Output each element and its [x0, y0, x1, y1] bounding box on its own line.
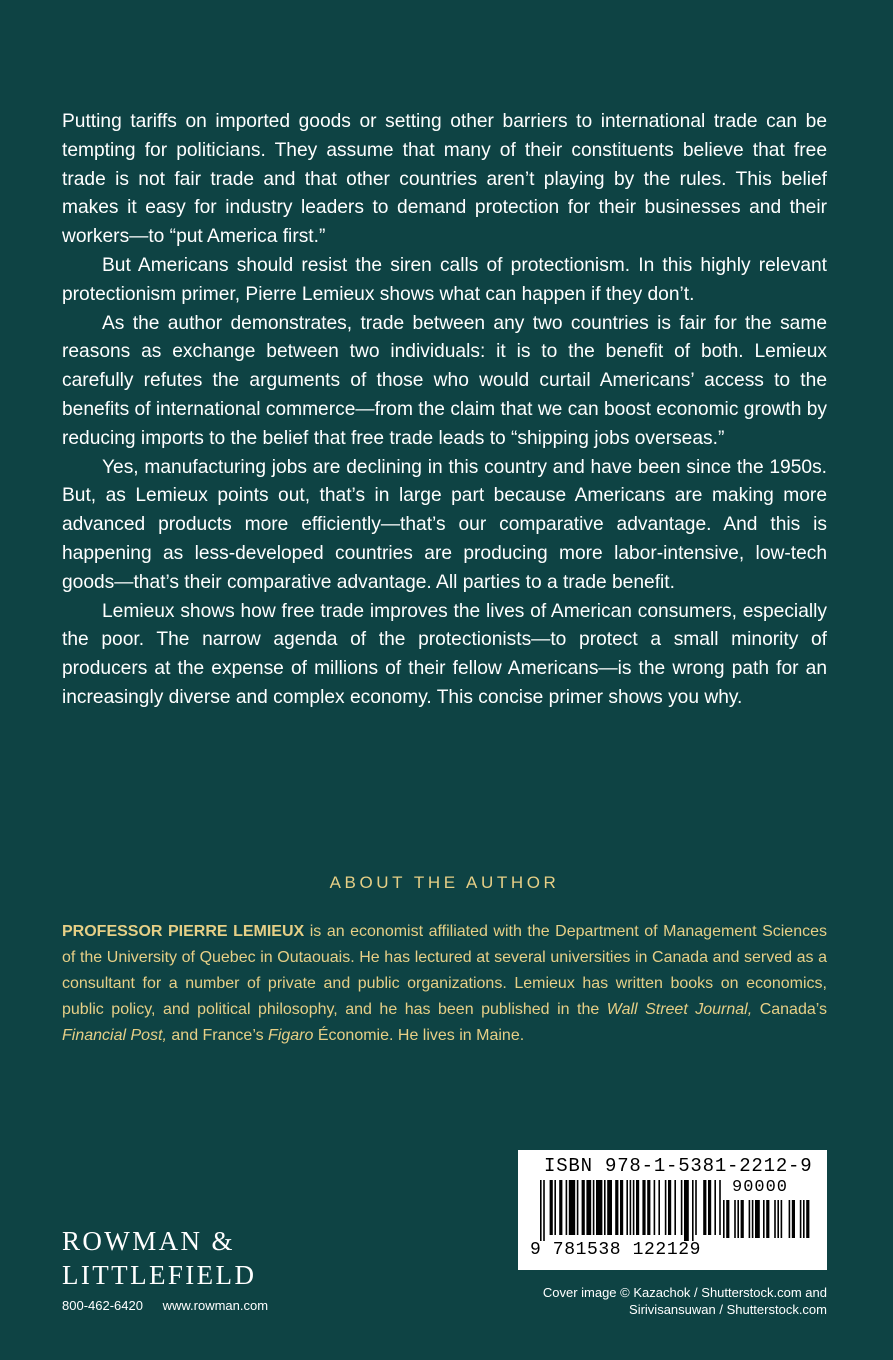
publisher-contact — [62, 1298, 284, 1313]
barcode-bar — [806, 1200, 809, 1238]
barcode-bar — [726, 1200, 729, 1238]
barcode-bar — [674, 1180, 676, 1235]
barcode-bar — [777, 1200, 779, 1238]
barcode-bar — [550, 1180, 553, 1235]
barcode-bar — [741, 1200, 744, 1238]
barcode-bar — [714, 1180, 716, 1235]
description-paragraph: But Americans should resist the siren calls of protectionism. In this highly relevant protectionism primer, Pierre Lemieux shows what can happen if they don’t. — [62, 254, 827, 305]
barcode-addon-number: 90000 — [732, 1178, 789, 1197]
barcode-bar — [737, 1200, 739, 1238]
barcode-bar — [566, 1180, 568, 1235]
bio-text: Économie. He lives in Maine. — [317, 1027, 525, 1044]
barcode-bar — [593, 1180, 595, 1235]
barcode-bar — [763, 1200, 765, 1238]
description-paragraph: Putting tariffs on imported goods or setting other barriers to international trade can be tempting for politicians. They assume that many of their constituents believe that free trade is not fair trade and that other countries aren’t playing by the rules. This belief makes it easy for industry leaders to demand protection for their businesses and their workers—to “put America first.” — [62, 111, 827, 248]
barcode-addon-bars — [723, 1200, 811, 1240]
barcode-bar — [752, 1200, 754, 1238]
barcode-bar — [559, 1180, 562, 1235]
barcode-bar — [774, 1200, 776, 1238]
barcode-bar — [607, 1180, 612, 1235]
barcode-bar — [692, 1180, 694, 1241]
author-bio — [62, 919, 827, 1049]
barcode-bar — [540, 1180, 542, 1241]
isbn-barcode — [518, 1150, 827, 1270]
barcode-bar — [708, 1180, 711, 1235]
barcode-bar — [626, 1180, 628, 1235]
barcode-bar — [582, 1180, 585, 1235]
barcode-bar — [695, 1180, 697, 1235]
barcode-bar — [703, 1180, 706, 1235]
barcode-bar — [734, 1200, 736, 1238]
barcode-bar — [642, 1180, 645, 1235]
about-author-heading: ABOUT THE AUTHOR — [329, 873, 560, 892]
barcode-bar — [620, 1180, 623, 1235]
barcode-bar — [803, 1200, 805, 1238]
description-paragraph: Lemieux shows how free trade improves the lives of American consumers, especially the poor. The narrow agenda of the protectionists—to protect a small minority of producers at the expense of millions of their fellow Americans—is the wrong path for an increasingly diverse and complex economy. This concise primer shows you why. — [62, 600, 827, 708]
barcode-bar — [636, 1180, 639, 1235]
cover-image-credit — [480, 1284, 827, 1318]
barcode-bar — [719, 1180, 721, 1235]
barcode-bar — [633, 1180, 635, 1235]
description-paragraph: Yes, manufacturing jobs are declining in this country and have been since the 1950s. But, as Lemieux points out, that’s in large part because Americans are making more advanced products more efficiently—that’s our comparative advantage. And this is happening as less-developed countries are producing more labor-intensive, low-tech goods—that’s their comparative advantage. All parties to a trade benefit. — [62, 456, 827, 593]
barcode-bar — [543, 1180, 545, 1241]
publication-title: Figaro — [268, 1027, 314, 1044]
credit-line: Cover image © Kazachok / Shutterstock.com and — [542, 1285, 827, 1300]
barcode-bar — [766, 1200, 769, 1238]
description-paragraph: As the author demonstrates, trade between any two countries is fair for the same reasons as exchange between two individuals: it is to the benefit of both. Lemieux carefully refutes the arguments of those who would curtail Americans’ access to the benefits of international commerce—from the claim that we can boost economic growth by reducing imports to the belief that free trade leads to “shipping jobs overseas.” — [62, 312, 827, 449]
barcode-bar — [792, 1200, 795, 1238]
barcode-bar — [569, 1180, 575, 1235]
isbn-label: ISBN 978-1-5381-2212-9 — [544, 1155, 813, 1177]
publisher-phone: 800-462-6420 — [62, 1298, 143, 1313]
barcode-bar — [789, 1200, 791, 1238]
barcode-bar — [647, 1180, 650, 1235]
barcode-bar — [668, 1180, 671, 1235]
barcode-bar — [554, 1180, 556, 1235]
barcode-bars — [540, 1180, 722, 1242]
barcode-bar — [654, 1180, 656, 1235]
barcode-bar — [586, 1180, 591, 1235]
bio-text: and France’s — [171, 1027, 264, 1044]
barcode-bar — [800, 1200, 802, 1238]
barcode-digits: 9 781538 122129 — [530, 1240, 702, 1260]
publication-title: Wall Street Journal, — [606, 1001, 753, 1018]
barcode-bar — [604, 1180, 606, 1235]
barcode-bar — [723, 1200, 725, 1238]
barcode-bar — [615, 1180, 618, 1235]
publisher-logo — [62, 1224, 256, 1292]
book-description — [62, 108, 827, 713]
author-name: PROFESSOR PIERRE LEMIEUX — [62, 923, 305, 940]
barcode-bar — [755, 1200, 760, 1238]
barcode-bar — [684, 1180, 689, 1241]
publisher-website: www.rowman.com — [162, 1298, 269, 1313]
barcode-bar — [781, 1200, 783, 1238]
barcode-bar — [681, 1180, 683, 1235]
publication-title: Financial Post, — [62, 1027, 167, 1044]
barcode-bar — [596, 1180, 602, 1235]
barcode-bar — [630, 1180, 632, 1235]
barcode-bar — [577, 1180, 579, 1235]
barcode-bar — [749, 1200, 751, 1238]
publisher-logo-line: LITTLEFIELD — [62, 1260, 257, 1290]
bio-text: Canada’s — [759, 1001, 827, 1018]
credit-line: Sirivisansuwan / Shutterstock.com — [629, 1302, 827, 1317]
barcode-bar — [658, 1180, 660, 1235]
bio-text: is an economist affiliated with the Department of Management Sciences of the University of Quebec in Outaouais. He has lectured at several universities in Canada and served as a consultant for a number of private and public organizations. Lemieux has written books on economics, public policy, and political philosophy, and he has been published in the — [62, 923, 827, 1018]
publisher-logo-line: ROWMAN & — [62, 1226, 235, 1256]
barcode-bar — [665, 1180, 667, 1235]
